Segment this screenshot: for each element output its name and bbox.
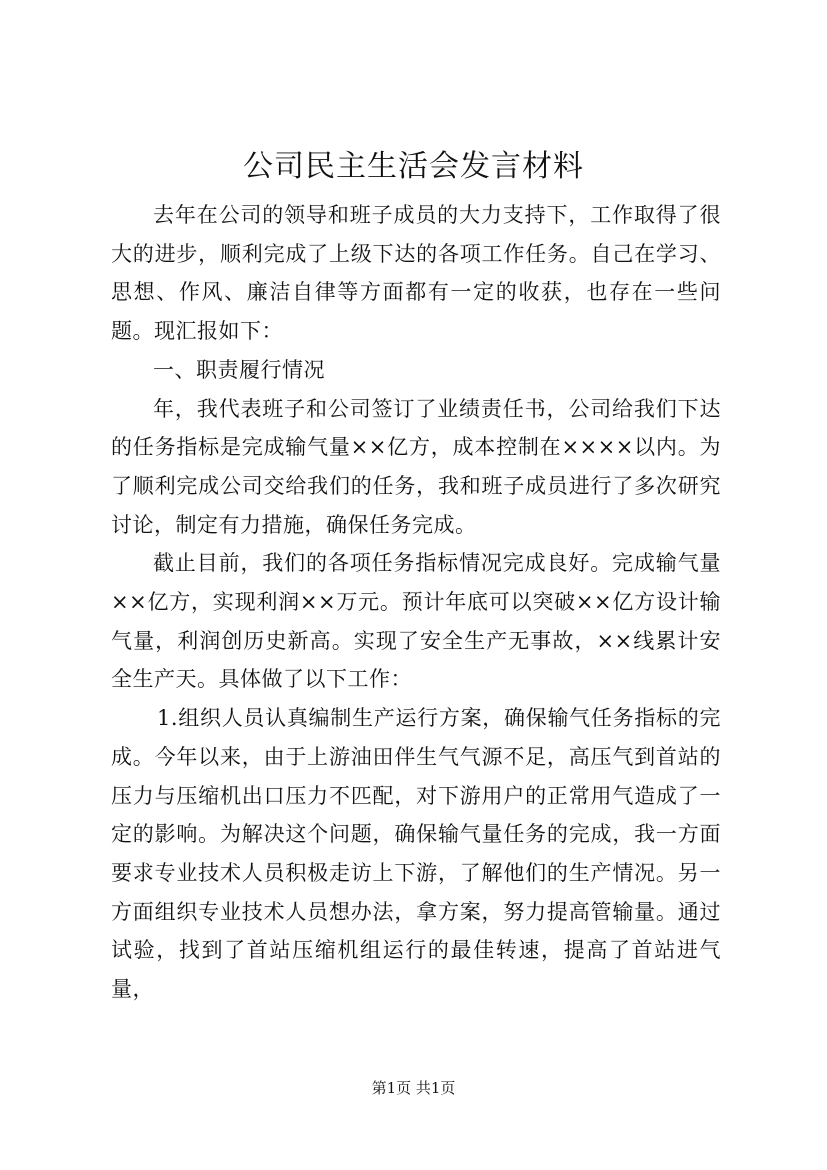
- document-body: [111, 196, 721, 1009]
- document-title: 公司民主生活会发言材料: [243, 149, 584, 184]
- paragraph-intro: 去年在公司的领导和班子成员的大力支持下，工作取得了很大的进步，顺利完成了上级下达的各项工作任务。自己在学习、思想、作风、廉洁自律等方面都有一定的收获，也存在一些问题。现汇报如下：: [111, 203, 721, 344]
- paragraph-item-1: 1.组织人员认真编制生产运行方案，确保输气任务指标的完成。今年以来，由于上游油田伴生气气源不足，高压气到首站的压力与压缩机出口压力不匹配，对下游用户的正常用气造成了一定的影响。为解决这个问题，确保输气量任务的完成，我一方面要求专业技术人员积极走访上下游，了解他们的生产情况。另一方面组织专业技术人员想办法，拿方案，努力提高管输量。通过试验，找到了首站压缩机组运行的最佳转速，提高了首站进气量，: [111, 706, 721, 1002]
- paragraph-responsibility: 年，我代表班子和公司签订了业绩责任书，公司给我们下达的任务指标是完成输气量××亿方，成本控制在××××以内。为了顺利完成公司交给我们的任务，我和班子成员进行了多次研究讨论，制定有力措施，确保任务完成。: [111, 396, 721, 537]
- page-footer: 第1页 共1页: [371, 1079, 456, 1097]
- paragraph-progress: 截止目前，我们的各项任务指标情况完成良好。完成输气量××亿方，实现利润××万元。预计年底可以突破××亿方设计输气量，利润创历史新高。实现了安全生产无事故，××线累计安全生产天。具体做了以下工作：: [111, 551, 721, 692]
- section-heading: 一、职责履行情况: [153, 357, 325, 382]
